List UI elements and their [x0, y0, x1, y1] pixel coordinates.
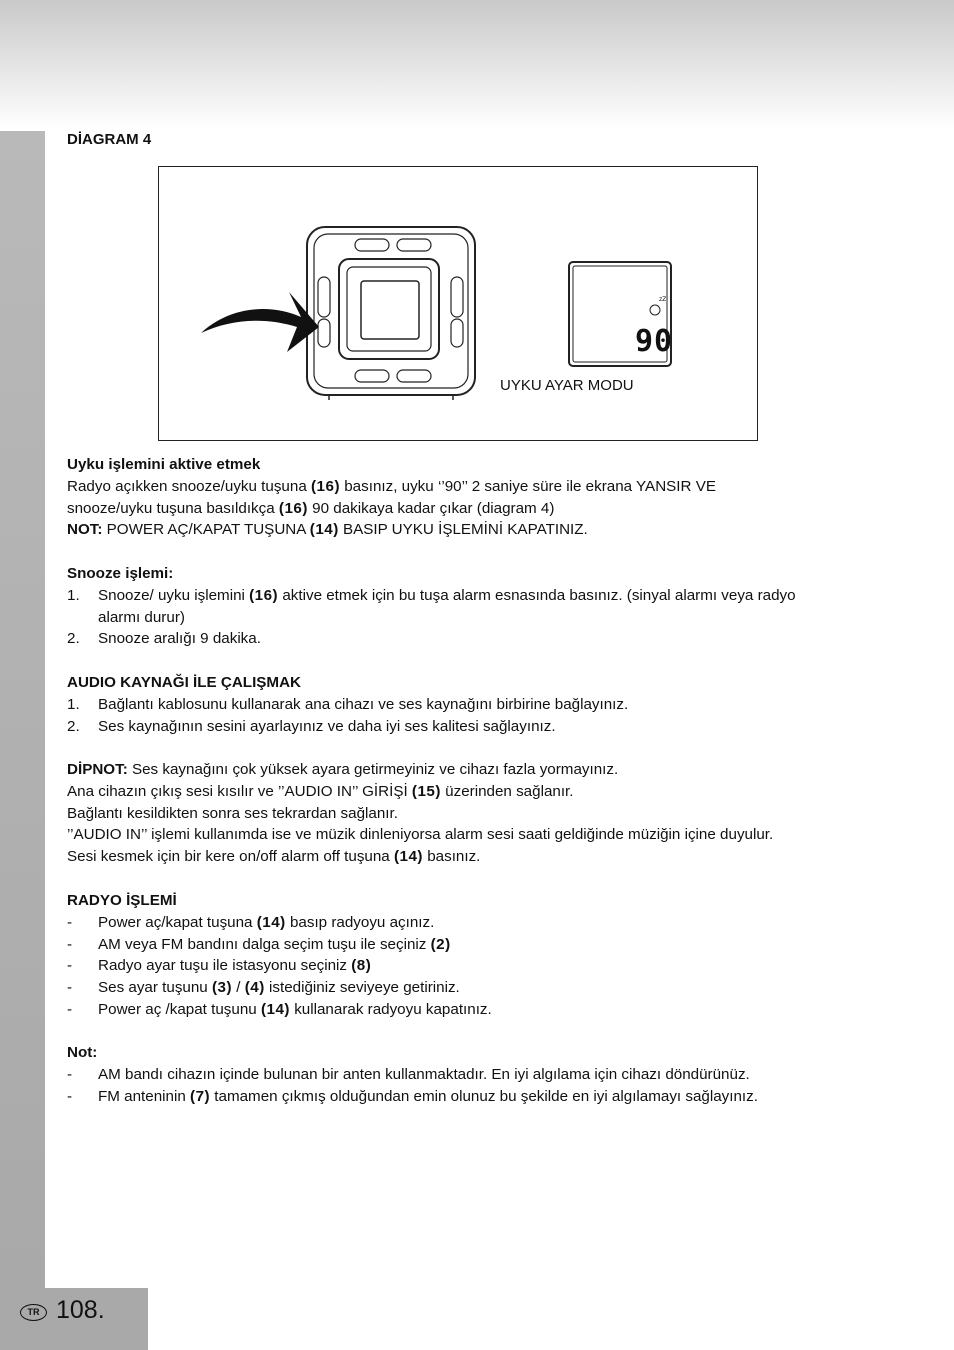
footnote-line-4: ’’AUDIO IN’’ işlemi kullanımda ise ve müzik dinleniyorsa alarm sesi saati geldiğinde müziğin içine duyulur.	[67, 826, 774, 844]
side-bar	[0, 131, 45, 1350]
notes-heading: Not:	[67, 1044, 98, 1061]
diagram-figure	[158, 166, 758, 441]
notes-section	[67, 1042, 887, 1107]
sleep-note: NOT: POWER AÇ/KAPAT TUŞUNA (14) BASIP UYKU İŞLEMİNİ KAPATINIZ.	[67, 521, 588, 539]
footnote-line-5: Sesi kesmek için bir kere on/off alarm off tuşuna (14) basınız.	[67, 848, 481, 866]
audio-heading: AUDIO KAYNAĞI İLE ÇALIŞMAK	[67, 674, 302, 691]
page-number: 108.	[56, 1296, 105, 1324]
radio-heading: RADYO İŞLEMİ	[67, 892, 177, 909]
language-badge: TR	[20, 1304, 47, 1321]
list-item: - Radyo ayar tuşu ile istasyonu seçiniz (8)	[67, 957, 372, 975]
list-item: 2. Snooze aralığı 9 dakika.	[67, 630, 261, 648]
list-item: - Power aç/kapat tuşuna (14) basıp radyoyu açınız.	[67, 913, 435, 931]
list-item: - AM bandı cihazın içinde bulunan bir anten kullanmaktadır. En iyi algılama için cihazı döndürünüz.	[67, 1065, 750, 1083]
footnote-section	[67, 759, 887, 868]
footnote-line-2: Ana cihazın çıkış sesi kısılır ve ’’AUDIO IN’’ GİRİŞİ (15) üzerinden sağlanır.	[67, 782, 574, 800]
snooze-section	[67, 563, 887, 650]
sleep-heading: Uyku işlemini aktive etmek	[67, 456, 261, 473]
header-gradient	[0, 0, 954, 128]
svg-text:zZ: zZ	[659, 296, 667, 303]
list-item: 1. Bağlantı kablosunu kullanarak ana cihazı ve ses kaynağını birbirine bağlayınız.	[67, 695, 629, 713]
snooze-heading: Snooze işlemi:	[67, 565, 174, 582]
audio-section	[67, 672, 887, 737]
list-item: 2. Ses kaynağının sesini ayarlayınız ve daha iyi ses kalitesi sağlayınız.	[67, 717, 556, 735]
lcd-sleep-value: 90	[635, 324, 674, 359]
list-item: - Ses ayar tuşunu (3) / (4) istediğiniz seviyeye getiriniz.	[67, 979, 460, 997]
sleep-line-2: snooze/uyku tuşuna basıldıkça (16) 90 dakikaya kadar çıkar (diagram 4)	[67, 499, 555, 517]
list-item: 1. Snooze/ uyku işlemini (16) aktive etmek için bu tuşa alarm esnasında basınız. (sinyal alarmı veya radyo alarmı durur)	[67, 586, 796, 626]
list-item: - AM veya FM bandını dalga seçim tuşu ile seçiniz (2)	[67, 935, 451, 953]
sleep-section	[67, 454, 887, 541]
figure-caption: UYKU AYAR MODU	[500, 377, 634, 394]
list-item: - Power aç /kapat tuşunu (14) kullanarak radyoyu kapatınız.	[67, 1000, 492, 1018]
footnote-line-3: Bağlantı kesildikten sonra ses tekrardan sağlanır.	[67, 804, 398, 822]
list-item: - FM anteninin (7) tamamen çıkmış olduğundan emin olunuz bu şekilde en iyi algılamayı sağlayınız.	[67, 1087, 758, 1105]
device-illustration	[159, 167, 759, 442]
sleep-line-1: Radyo açıkken snooze/uyku tuşuna (16) basınız, uyku ‘’90’’ 2 saniye süre ile ekrana YANSIR VE	[67, 477, 716, 495]
footnote-line-1: DİPNOT: Ses kaynağını çok yüksek ayara getirmeyiniz ve cihazı fazla yormayınız.	[67, 761, 619, 778]
diagram-title: DİAGRAM 4	[67, 131, 152, 148]
radio-section	[67, 890, 887, 1021]
